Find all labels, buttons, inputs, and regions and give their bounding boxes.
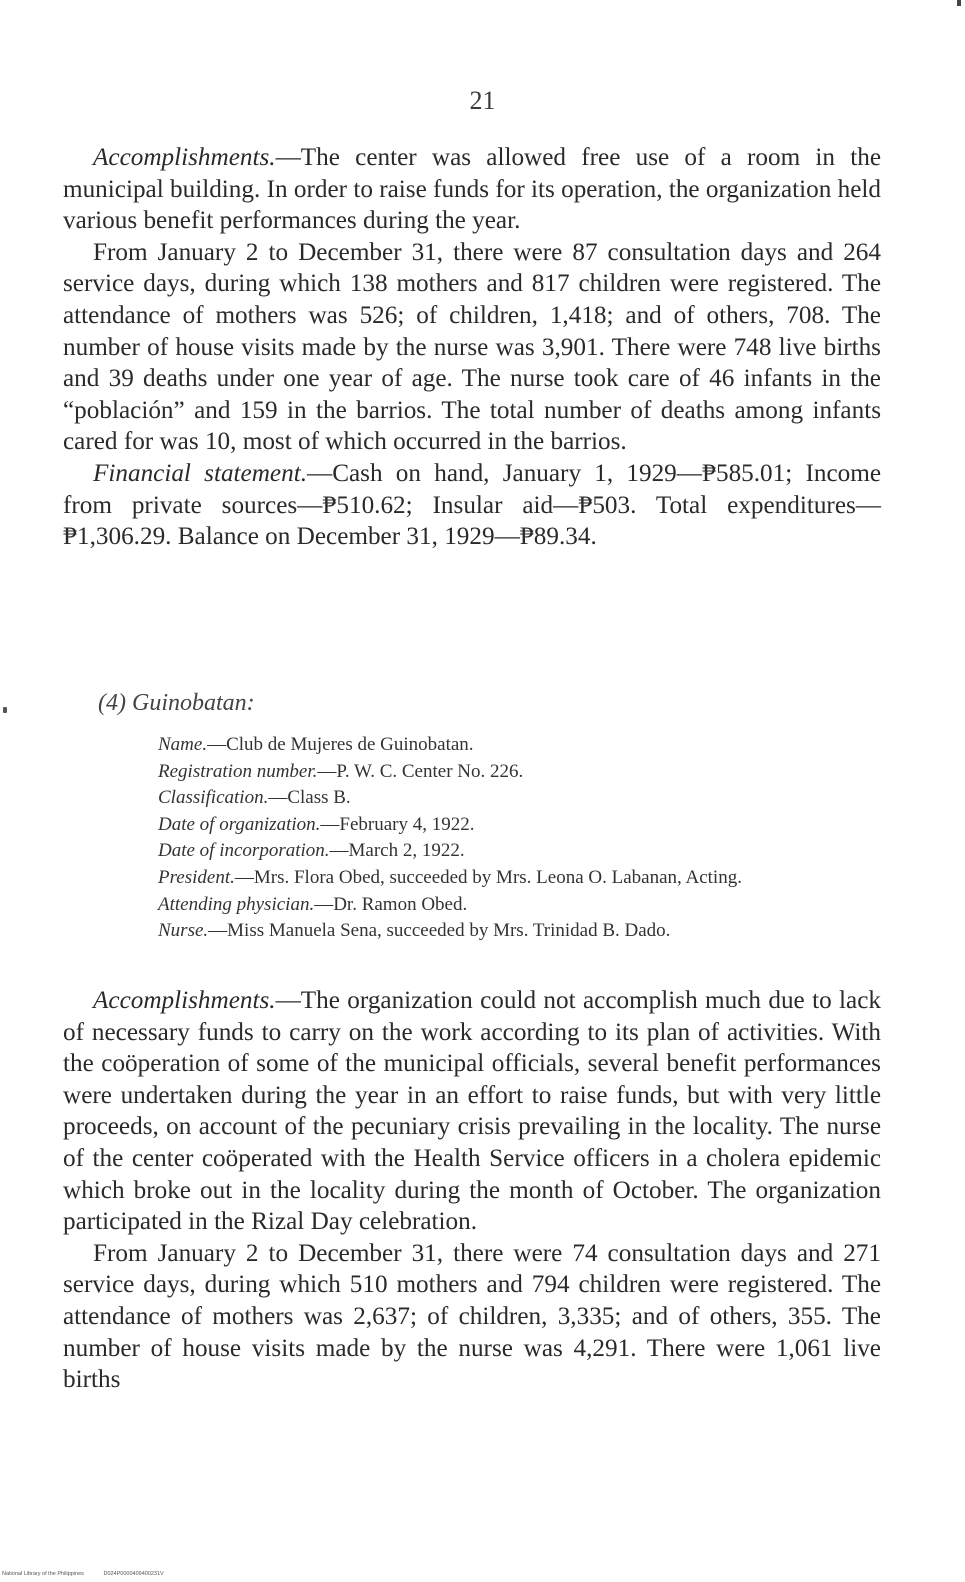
text-block-lower <box>63 985 881 1396</box>
detail-registration-number: Registration number.—P. W. C. Center No. 226. <box>158 760 524 782</box>
accomplishments-paragraph <box>63 985 881 1238</box>
organization-details-list <box>158 732 880 945</box>
paragraph-text: —The center was allowed free use of a room in the municipal building. In order to raise funds for its operation, the organization held various benefit performances during the year. <box>63 144 881 235</box>
financial-statement-paragraph <box>63 458 881 553</box>
paragraph-text: —Cash on hand, January 1, 1929—₱585.01; Income from private sources—₱510.62; Insular aid—₱503. Total expenditures—₱1,306.29. Balance on December 31, 1929—₱89.34. <box>63 459 881 551</box>
detail-president: President.—Mrs. Flora Obed, succeeded by Mrs. Leona O. Labanan, Acting. <box>158 866 742 888</box>
text-block-upper <box>63 142 881 553</box>
paragraph-lead: Accomplishments. <box>93 144 276 171</box>
detail-date-of-organization: Date of organization.—February 4, 1922. <box>158 813 475 835</box>
scan-code: D024P0000409400231V <box>103 1571 164 1577</box>
section-heading: (4) Guinobatan: <box>98 690 255 716</box>
detail-classification: Classification.—Class B. <box>158 787 351 809</box>
paragraph-text: —The organization could not accomplish much due to lack of necessary funds to carry on the work according to its plan of activities. With the coöperation of some of the municipal officials, several benefit performances were undertaken during the year in an effort to raise funds, but with very little proceeds, on account of the pecuniary crisis prevailing in the locality. The nurse of the center coöperated with the Health Service officers in a cholera epidemic which broke out in the locality during the month of October. The organization participated in the Rizal Day celebration. <box>63 987 881 1236</box>
library-credit: National Library of the Philippines <box>2 1571 84 1577</box>
page-number: 21 <box>469 86 496 115</box>
statistics-paragraph: From January 2 to December 31, there were 87 consultation days and 264 service days, during which 138 mothers and 817 children were registered. The attendance of mothers was 526; of children, 1,418; and of others, 708. The number of house visits made by the nurse was 3,901. There were 748 live births and 39 deaths under one year of age. The nurse took care of 46 infants in the “población” and 159 in the barrios. The total number of deaths among infants cared for was 10, most of which occurred in the barrios. <box>63 238 881 456</box>
detail-nurse: Nurse.—Miss Manuela Sena, succeeded by Mrs. Trinidad B. Dado. <box>158 920 671 942</box>
paragraph-lead: Financial statement. <box>93 459 307 487</box>
detail-name: Name.—Club de Mujeres de Guinobatan. <box>158 734 474 755</box>
scan-corner-mark <box>957 0 961 6</box>
detail-date-of-incorporation: Date of incorporation.—March 2, 1922. <box>158 840 465 862</box>
detail-attending-physician: Attending physician.—Dr. Ramon Obed. <box>158 893 468 915</box>
statistics-paragraph: From January 2 to December 31, there were 74 consultation days and 271 service days, during which 510 mothers and 794 children were registered. The attendance of mothers was 2,637; of children, 3,335; and of others, 355. The number of house visits made by the nurse was 4,291. There were 1,061 live births <box>63 1239 881 1394</box>
scan-edge-mark <box>3 707 7 713</box>
scan-footer <box>2 1571 182 1577</box>
paragraph-lead: Accomplishments. <box>93 987 276 1014</box>
accomplishments-paragraph <box>63 142 881 237</box>
